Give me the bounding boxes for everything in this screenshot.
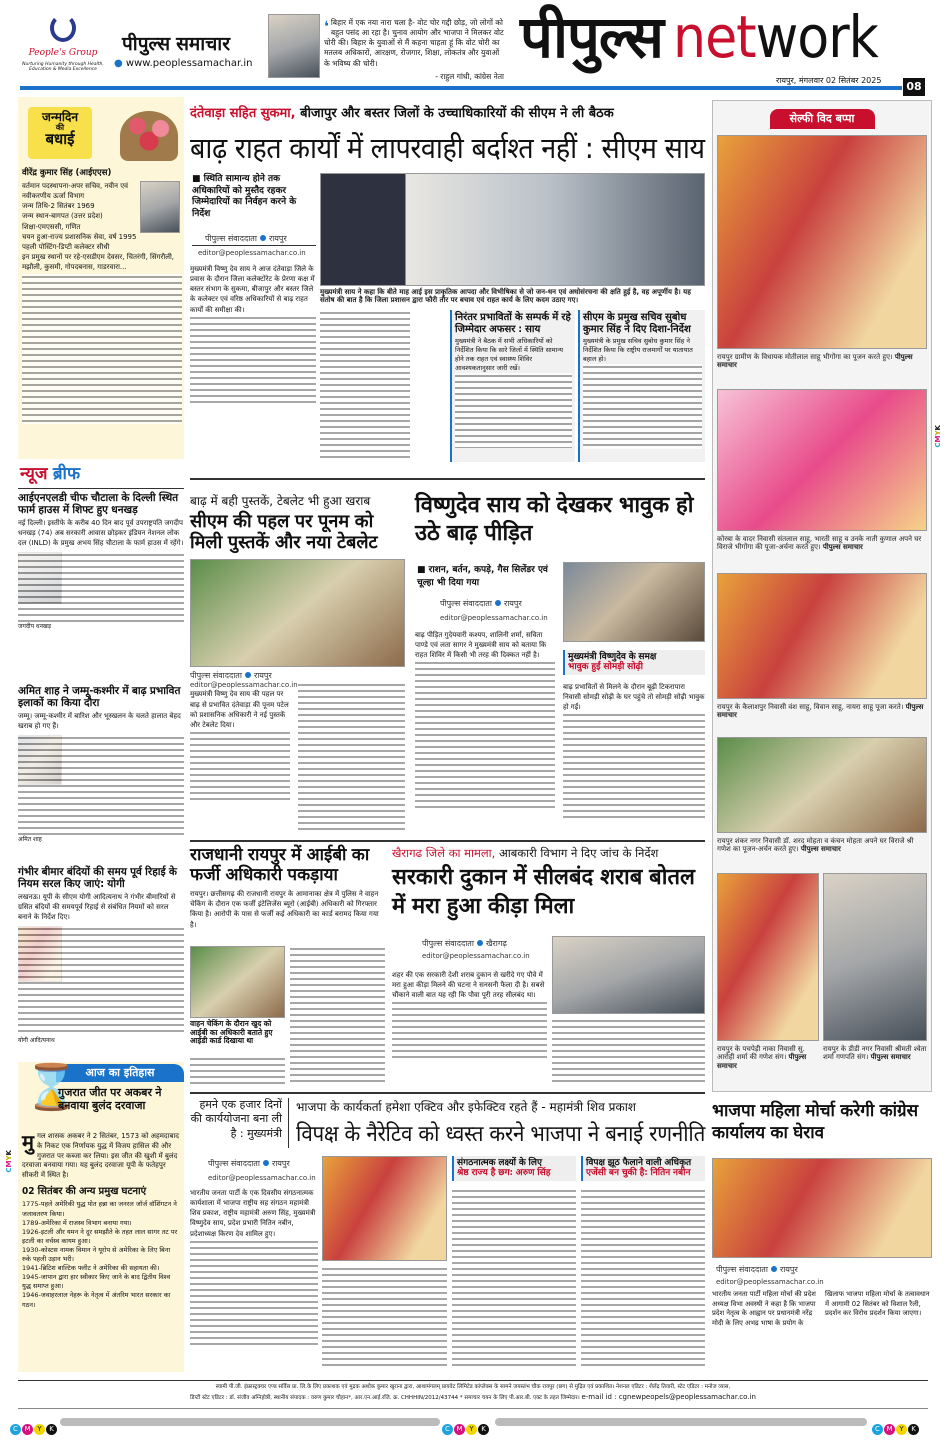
brief-item: आईएनएलडी चीफ चौटाला के दिल्ली स्थित फार्म हाउस में शिफ्ट हुए धनखड़ नई दिल्ली। इस्तीफे के करीब 40 दिन बाद पूर्व उपराष्ट्रपति जगदीप धनखड़ (74) अब सरकारी आवास छोड़कर इंडियन नेशनल लोक दल (INLD) के प्रमुख अभय सिंह चौटाला के फार्म हाउस में रहेंगे। जगदीप धनखड़ — [18, 492, 184, 630]
selfie-photo — [717, 573, 927, 699]
selfie-title: सेल्फी विद बप्पा — [770, 109, 875, 129]
imprint: स्वामी पी.जी. इंफ्रास्ट्रक्चर एण्ड सर्विस प्रा. लि.के लिए प्रकाशक एवं मुद्रक अशोक कुमार खुराना द्वारा, आशामंगलम् प्रायवेट लिमिटेड कांप्लेक्स के सामने जयस्तंभ चौक रायपुर (छग) से मुद्रित एवं प्रकाशित। नेशनल एडिटर : शैलेंद्र तिवारी, स्टेट एडिटर : मनोज व्यास, डिप्टी स्टेट एडिटर : डॉ. संजीव अग्निहोत्री, स्थानीय संपादक : वरुण कुमार चौहान*, आर.एन.आई.रजि. क्र. CHHHIN/2012/43744 * समाचार चयन के लिए पी.आर.बी. एक्ट के तहत जिम्मेदार। e-mail id : cgnewpeopels@peoplessamachar.co.in — [190, 1384, 756, 1401]
cm-meeting-photo — [320, 173, 705, 286]
lead-bullet: ■ स्थिति सामान्य होने तक अधिकारियों को मुस्तैद रहकर जिम्मेदारियों का निर्वहन करने के निर्देश — [192, 174, 297, 220]
mahila-story: भाजपा महिला मोर्चा करेगी कांग्रेस कार्यालय का घेराव पीपुल्स संवाददाता रायपुर editor@peoplessamachar.co.in भारतीय जनता पार्टी महिला मोर्चा की प्रदेश अध्यक्ष विभा अवस्थी ने कहा है कि भाजपा प्रदेश नेतृत्व के आह्वान पर प्रधानमंत्री नरेंद्र मोदी के लिए अभद्र भाषा के प्रयोग के खिलाफ भाजपा महिला मोर्चा के तत्वावधान में आगामी 02 सितंबर को विशाल रैली, प्रदर्शन कर विरोध प्रदर्शन किया जाएगा। — [712, 1100, 932, 1372]
poonam-story: बाढ़ में बही पुस्तकें, टेबलेट भी हुआ खराब सीएम की पहल पर पूनम को मिली पुस्तकें और नया टेबलेट पीपुल्स संवाददाता रायपुर editor@peoplessamachar.co.in मुख्यमंत्री विष्णु देव साय की पहल पर बाढ़ से प्रभावित दंतेवाड़ा की पूनम पटेल को प्रशासनिक अधिकारी ने नई पुस्तकें और टेबलेट दिया। — [190, 492, 405, 837]
history-headline: गुजरात जीत पर अकबर ने बनवाया बुलंद दरवाजा — [58, 1086, 162, 1112]
mahila-morcha-photo — [712, 1158, 932, 1258]
registration-bar: C M Y K C M Y K C M Y K — [10, 1416, 940, 1430]
cmyk-side-mark: CMYK — [5, 1150, 13, 1173]
news-brief-title: न्यूज ब्रीफ — [20, 464, 81, 484]
arun-singh-box: संगठनात्मक लक्ष्यों के लिए श्रेष्ठ राज्य है छग: अरुण सिंह — [452, 1156, 576, 1181]
birthday-box — [18, 97, 184, 459]
selfie-section: सेल्फी विद बप्पा रायपुर ग्रामीण के विधायक मोतीलाल साहू भीगोंगा का पूजन करते हुए। पीपुल्स समाचार कोरबा के वादर निवासी संतलाल साहू, भारती साहू व उनके नाती कुणाल अपने घर विराजे भीगोंगा की पूजा-अर्चना करते हुए। पीपुल्स समाचार रायपुर के कैलाशपुर निवासी वंश साहू, विवान साहू, नायरा साहू पूजा करते। पीपुल्स समाचार रायपुर शंकर नगर निवासी डॉ. शरद मोहता व कंचन मोहता अपने घर विराजे श्री गणेश का पूजन-अर्चन करते हुए। पीपुल्स समाचार रायपुर के पचपेड़ी नाका निवासी सु. आरोही शर्मा की गणेश संग। पीपुल्स समाचार रायपुर के डीडी नगर निवासी श्रीमती श्वेता शर्मा गणपति संग। पीपुल्स समाचार — [712, 100, 932, 1092]
hourglass-icon: ⌛ — [24, 1062, 79, 1113]
paper-name: पीपुल्स समाचार — [122, 33, 230, 55]
lead-text-col2 — [320, 310, 410, 460]
lead-text: मुख्यमंत्री विष्णु देव साय ने आज दंतेवाड़ा जिले के प्रवास के दौरान जिला कलेक्टोरेट के प्रेरणा कक्ष में बस्तर संभाग के सुकमा, बीजापुर और बस्तर जिले के कलेक्टर एवं वरिष्ठ अधिकारियों से बाढ़ राहत कार्यों की समीक्षा की। — [190, 264, 316, 405]
masthead-title: पीपुल्स network — [520, 3, 878, 71]
history-box — [18, 1062, 184, 1372]
brief-item: गंभीर बीमार बंदियों की समय पूर्व रिहाई के नियम सरल किए जाएं: योगी लखनऊ। यूपी के सीएम योगी आदित्यनाथ ने गंभीर बीमारियों से ग्रसित बंदियों की समयपूर्व रिहाई से संबंधित नियमों को सरल बनाने के निर्देश दिए। योगी आदित्यनाथ — [18, 866, 184, 1051]
history-body: मुगल शासक अकबर ने 2 सितंबर, 1573 को अहमदाबाद के निकट एक निर्णायक युद्ध में विजय हासिल की और गुजरात पर कब्जा कर लिया। इस जीत की खुशी में बुलंद दरवाजा बनवाया गया। यह बुलंद दरवाजा यूपी के फतेहपुर सीकरी में स्थित है। 02 सितंबर की अन्य प्रमुख घटनाएं 1775-पहले अमेरिकी युद्ध पोत हन्ना का जनरल जॉर्ज वॉशिंगटन ने जलावतरण किया। 1789-अमेरिका में राजस्व विभाग बनाया गया। 1926-इटली और यमन ने दूर समझौते के तहत लाल सागर तट पर इटली का वर्चस्व कायम हुआ। 1930-कोस्टस नामक विमान ने यूरोप से अमेरिका के लिए बिना रुके पहली उड़ान भरी। 1941-ब्रिटिश बाल्टिक फ्लीट ने अमेरिका की सहायता की। 1945-जापान द्वारा हार स्वीकार किए जाने के बाद द्वितीय विश्व युद्ध समाप्त हुआ। 1946-जवाहरलाल नेहरू के नेतृत्व में अंतरिम भारत सरकार का गठन। — [22, 1130, 179, 1309]
masthead — [0, 0, 945, 96]
officer-name: वीरेंद्र कुमार सिंह (आईएएस) — [22, 168, 112, 178]
fake-officer-photo — [190, 946, 285, 1018]
bjp-meeting-photo — [322, 1156, 447, 1261]
brief-item: अमित शाह ने जम्मू-कश्मीर में बाढ़ प्रभावित इलाकों का किया दौरा जम्मू। जम्मू-कश्मीर में बारिश और भूस्खलन के चलते हालात बेहद खराब हो गए हैं। अमित शाह — [18, 685, 184, 855]
rahul-gandhi-photo — [268, 14, 320, 78]
dateline: रायपुर, मंगलवार 02 सितंबर 2025 — [776, 76, 882, 85]
page-number: 08 — [903, 78, 925, 96]
birthday-banner: जन्मदिन की बधाई — [28, 107, 92, 159]
email: editor@peoplessamachar.co.in — [198, 249, 306, 257]
cmyk-side-mark: CMYK — [934, 425, 942, 448]
flower-basket-icon — [120, 111, 178, 161]
header-rule — [20, 86, 902, 90]
emotional-story: विष्णुदेव साय को देखकर भावुक हो उठे बाढ़ पीड़ित ■ राशन, बर्तन, कपड़े, गैस सिलेंडर एवं चूल्हा भी दिया गया पीपुल्स संवाददाता रायपुर editor@peoplessamachar.co.in बाढ़ पीड़ित गुदेयवारी कश्यप, शालिनी शर्मा, सविता पाण्डे एवं लता सागर ने मुख्यमंत्री साय को बताया कि राहत शिविर में किसी भी तरह की दिक्कत नहीं है। मुख्यमंत्री विष्णुदेव के समक्ष भावुक हुईं सोमड़ी सोढ़ी बाढ़ प्रभावितों से मिलने के दौरान बूढ़ी टिकरापारा निवासी सोमड़ी सोढ़ी के घर पहुंचे तो सोमड़ी सोढ़ी भावुक हो गईं। — [415, 492, 705, 837]
quote-mark-icon: ❛ — [324, 19, 329, 35]
peoples-group-logo: People's Group Nurturing Humanity through Health, Education & Media Excellence — [18, 14, 108, 72]
officer-bio: वर्तमान पदस्थापना-अपर सचिव, नवीन एवं नवीकरणीय ऊर्जा विभाग जन्म तिथि-2 सितंबर 1969 जन्म स्थान-बागपत (उत्तर प्रदेश) शिक्षा-एमएससी, गणित चयन हुआ-राज्य प्रशासनिक सेवा, वर्ष 1995 पहली पोस्टिंग-डिप्टी कलेक्टर सीधी इन प्रमुख स्थानों पर रहे-एसडीएम देवसर, चितरंगी, सिंगरौली, मझौली, कुसमी, गोपदबनास, गाडरवारा... — [22, 181, 182, 424]
photo-caption: मुख्यमंत्री साय ने कहा कि बीते माह आई इस प्राकृतिक आपदा और विभीषिका से जो जन-धन एवं अधोसंरचना की क्षति हुई है, वह अपूर्णीय है। यह संतोष की बात है कि जिला प्रशासन द्वारा फौरी तौर पर बचाव एवं राहत कार्य के लिए कदम उठाए गए। — [320, 288, 691, 305]
bio-continued-text — [22, 274, 182, 424]
flood-victims-photo — [563, 562, 705, 642]
selfie-photo — [823, 873, 927, 1041]
selfie-photo — [717, 737, 927, 833]
somdi-box: मुख्यमंत्री विष्णुदेव के समक्ष भावुक हुईं सोमड़ी सोढ़ी — [563, 650, 705, 675]
history-title: आज का इतिहास — [56, 1064, 184, 1082]
lead-headline: बाढ़ राहत कार्यों में लापरवाही बर्दाश्त नहीं : सीएम साय — [190, 131, 705, 165]
side-box: सीएम के प्रमुख सचिव सुबोध कुमार सिंह ने दिए दिशा-निर्देश मुख्यमंत्री के प्रमुख सचिव सुबोध कुमार सिंह ने निर्देशित किया कि राष्ट्रीय राजमार्गों पर यातायात बहाल हो। — [578, 310, 705, 462]
website-link[interactable]: ● www.peoplessamachar.in — [114, 58, 253, 69]
logo-ring-icon — [50, 14, 76, 42]
liquor-story: खैरागढ जिले का मामला, आबकारी विभाग ने दिए जांच के निर्देश सरकारी दुकान में सीलबंद शराब बोतल में मरा हुआ कीड़ा मिला पीपुल्स संवाददाता खैरागढ़ editor@peoplessamachar.co.in शहर की एक सरकारी देशी शराब दुकान से खरीदे गए पौवे में मरा हुआ कीड़ा मिलने की घटना ने सनसनी फैला दी है। सबसे चौंकाने वाली बात यह रही कि पौवा पूरी तरह सीलबंद था। — [392, 846, 705, 1086]
quote-box: ❛ बिहार में एक नया नारा चला है- वोट चोर गद्दी छोड़, जो लोगों को बहुत पसंद आ रहा है। चुनाव आयोग और भाजपा ने मिलकर वोट चोरी की। बिहार के युवाओं से मैं कहना चाहता हूं कि वोट चोरी का मतलब अधिकारों, आरक्षण, रोजगार, शिक्षा, लोकतंत्र और युवाओं के भविष्य की चोरी। - राहुल गांधी, कांग्रेस नेता — [324, 18, 504, 81]
bottle-photo — [552, 936, 705, 1014]
selfie-photo — [717, 135, 927, 349]
divider — [18, 488, 184, 489]
lead-kicker: दंतेवाड़ा सहित सुकमा, बीजापुर और बस्तर जिलों के उच्चाधिकारियों की सीएम ने ली बैठक — [190, 106, 614, 121]
selfie-photo — [717, 389, 927, 531]
divider — [288, 1098, 289, 1148]
selfie-photo — [717, 873, 819, 1041]
poonam-photo — [190, 559, 405, 667]
bjp-story: हमने एक हजार दिनों की कार्ययोजना बना ली है : मुख्यमंत्री भाजपा के कार्यकर्ता हमेशा एक्टिव और इफेक्टिव रहते हैं - महामंत्री शिव प्रकाश विपक्ष के नैरेटिव को ध्वस्त करने भाजपा ने बनाई रणनीति पीपुल्स संवाददाता रायपुर editor@peoplessamachar.co.in भारतीय जनता पार्टी के एक दिवसीय संगठनात्मक कार्यशाला में भाजपा राष्ट्रीय सह संगठन महामंत्री शिव प्रकाश, राष्ट्रीय महामंत्री अरुण सिंह, मुख्यमंत्री विष्णुदेव साय, प्रदेश प्रभारी नितिन नबीन, प्रदेशाध्यक्ष किरण देव शामिल हुए। संगठनात्मक लक्ष्यों के लिए श्रेष्ठ राज्य है छग: अरुण सिंह विपक्ष झूठ फैलाने वाली अधिकृत एजेंसी बन चुकी है: नितिन नबीन — [190, 1096, 705, 1371]
nitin-nabin-box: विपक्ष झूठ फैलाने वाली अधिकृत एजेंसी बन चुकी है: नितिन नबीन — [581, 1156, 705, 1181]
ib-story: राजधानी रायपुर में आईबी का फर्जी अधिकारी पकड़ाया रायपुर। छत्तीसगढ़ की राजधानी रायपुर के आमानाका क्षेत्र में पुलिस ने वाहन चेकिंग के दौरान एक फर्जी इंटेलिजेंस ब्यूरो (आईबी) अधिकारी को गिरफ्तार किया है। आरोपी के पास से फर्जी कई अधिकारी का कार्ड बरामद किया गया है। वाहन चेकिंग के दौरान खुद को आईबी का अधिकारी बताते हुए आईडी कार्ड दिखाया था — [190, 846, 385, 1086]
byline: पीपुल्स संवाददाता रायपुर — [205, 234, 287, 243]
side-box: निरंतर प्रभावितों के सम्पर्क में रहे जिम्मेदार अफसर : साय मुख्यमंत्री ने बैठक में सभी अधिकारियों को निर्देशित किया कि सारे जिलों में स्थिति सामान्य होने तक राहत एवं स्वास्थ्य शिविर आवश्यकतानुसार जारी रखें। — [450, 310, 575, 462]
